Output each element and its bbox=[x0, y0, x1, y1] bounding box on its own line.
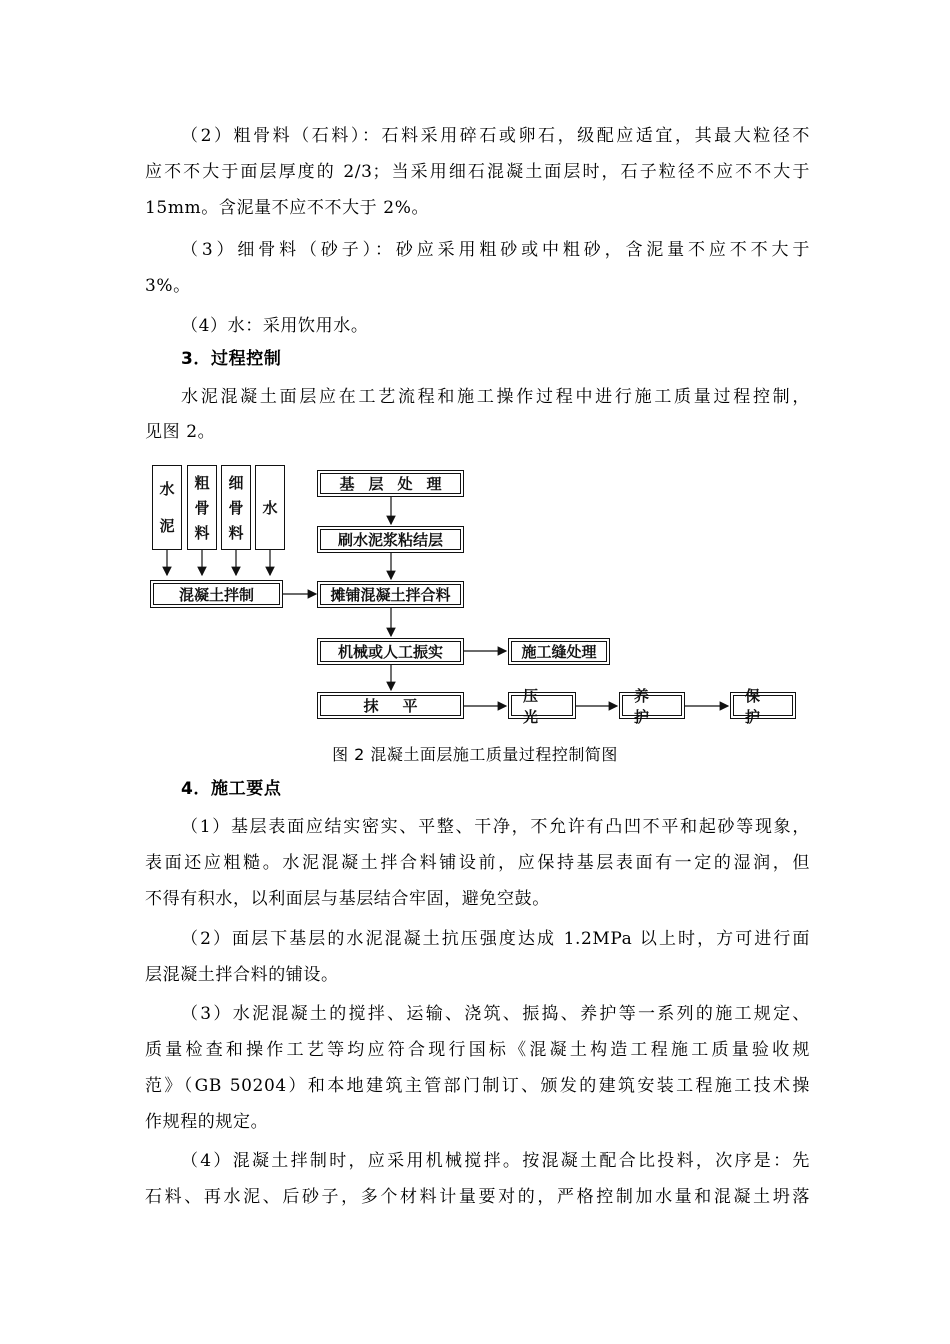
step-protection: 保护 bbox=[730, 692, 796, 719]
paragraph-line: 水泥混凝土面层应在工艺流程和施工操作过程中进行施工质量过程控制， bbox=[181, 387, 810, 407]
material-char: 水 bbox=[262, 498, 278, 517]
material-char: 粗 bbox=[194, 473, 210, 492]
step-spread-mixture: 摊铺混凝土拌合料 bbox=[317, 581, 464, 608]
material-char: 细 bbox=[228, 473, 244, 492]
paragraph-line: 应不不大于面层厚度的 2/3；当采用细石混凝土面层时，石子粒径不应不不大于 bbox=[145, 162, 810, 182]
material-cement bbox=[152, 465, 182, 550]
paragraph-line: （2）面层下基层的水泥混凝土抗压强度达成 1.2MPa 以上时，方可进行面 bbox=[181, 929, 810, 949]
step-curing: 养护 bbox=[619, 692, 685, 719]
paragraph-line: 15mm。含泥量不应不不大于 2%。 bbox=[145, 198, 430, 218]
section-heading: 4．施工要点 bbox=[181, 779, 282, 799]
step-joint-treatment: 施工缝处理 bbox=[508, 638, 610, 665]
paragraph-line: （1）基层表面应结实密实、平整、干净，不允许有凸凹不平和起砂等现象， bbox=[181, 817, 810, 837]
paragraph-line: （4）混凝土拌制时，应采用机械搅拌。按混凝土配合比投料，次序是：先 bbox=[181, 1151, 810, 1171]
paragraph-line: 3%。 bbox=[145, 276, 191, 296]
step-concrete-mixing: 混凝土拌制 bbox=[150, 580, 283, 608]
paragraph-line: 石料、再水泥、后砂子，多个材料计量要对的，严格控制加水量和混凝土坍落 bbox=[145, 1187, 810, 1207]
step-press-finish: 压光 bbox=[508, 692, 576, 719]
material-fine-aggregate bbox=[221, 465, 251, 550]
step-base-treatment: 基层处理 bbox=[317, 470, 464, 497]
figure-caption: 图 2 混凝土面层施工质量过程控制简图 bbox=[332, 745, 618, 764]
paragraph-line: 作规程的规定。 bbox=[145, 1112, 269, 1132]
material-char: 料 bbox=[194, 523, 210, 542]
material-char: 骨 bbox=[194, 498, 210, 517]
material-char: 骨 bbox=[228, 498, 244, 517]
step-trowel: 抹平 bbox=[317, 692, 464, 719]
paragraph-line: 表面还应粗糙。水泥混凝土拌合料铺设前，应保持基层表面有一定的湿润，但 bbox=[145, 853, 810, 873]
material-char: 泥 bbox=[159, 517, 175, 536]
step-vibrate: 机械或人工振实 bbox=[317, 638, 464, 665]
paragraph-line: （3）细骨料（砂子）：砂应采用粗砂或中粗砂，含泥量不应不不大于 bbox=[181, 240, 810, 260]
material-water bbox=[255, 465, 285, 550]
paragraph-line: 范》（GB 50204）和本地建筑主管部门制订、颁发的建筑安装工程施工技术操 bbox=[145, 1076, 810, 1096]
material-char: 水 bbox=[159, 479, 175, 498]
paragraph-line: （2）粗骨料（石料）：石料采用碎石或卵石，级配应适宜，其最大粒径不 bbox=[181, 126, 810, 146]
paragraph-line: 质量检查和操作工艺等均应符合现行国标《混凝土构造工程施工质量验收规 bbox=[145, 1040, 810, 1060]
process-flowchart bbox=[140, 458, 810, 728]
paragraph-line: （4）水：采用饮用水。 bbox=[181, 316, 369, 336]
paragraph-line: （3）水泥混凝土的搅拌、运输、浇筑、振捣、养护等一系列的施工规定、 bbox=[181, 1004, 810, 1024]
material-coarse-aggregate bbox=[187, 465, 217, 550]
material-char: 料 bbox=[228, 523, 244, 542]
paragraph-line: 层混凝土拌合料的铺设。 bbox=[145, 965, 339, 985]
paragraph-line: 见图 2。 bbox=[145, 422, 216, 442]
step-brush-cement-slurry: 刷水泥浆粘结层 bbox=[317, 526, 464, 553]
paragraph-line: 不得有积水，以利面层与基层结合牢固，避免空鼓。 bbox=[145, 889, 550, 909]
section-heading: 3．过程控制 bbox=[181, 349, 282, 369]
